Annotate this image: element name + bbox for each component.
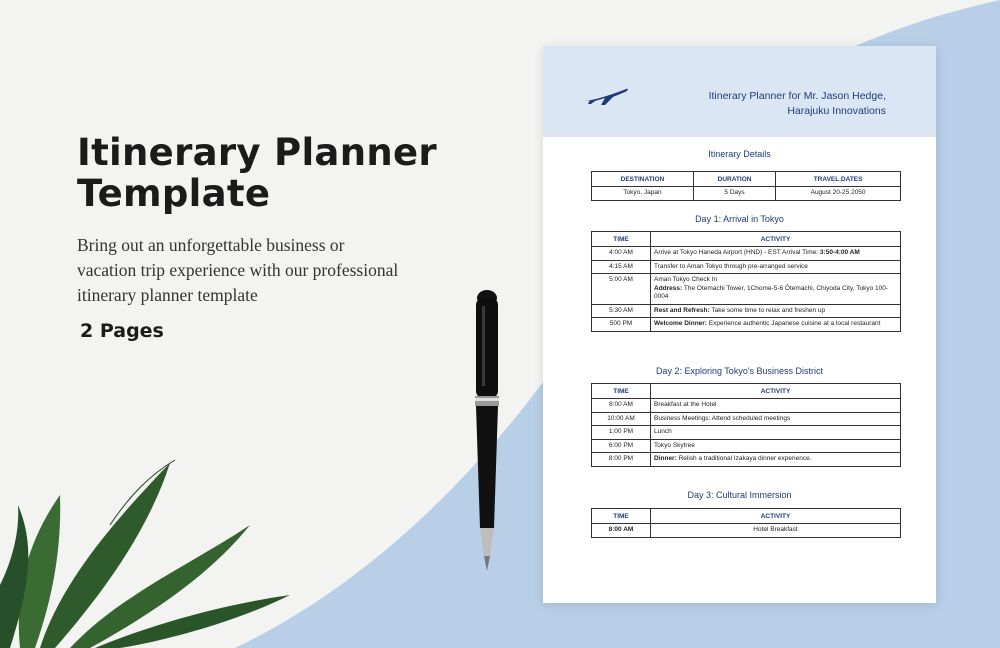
activity-text: Arrive at Tokyo Haneda Airport (HND) - EST Arrival Time:	[654, 249, 820, 256]
travel-dates-value: August 20-25 2050	[776, 187, 901, 201]
destination-value: Tokyo, Japan	[592, 187, 694, 201]
table-row	[592, 412, 901, 426]
document-title-line1: Itinerary Planner for Mr. Jason Hedge,	[708, 90, 886, 102]
activity-cell	[651, 304, 901, 318]
header-activity: ACTIVITY	[651, 509, 901, 524]
activity-cell: Business Meetings: Attend scheduled meetings	[651, 412, 901, 426]
activity-cell: Lunch	[651, 426, 901, 440]
activity-detail: The Otemachi Tower, 1Chome-5-6 Ōtemachi, Chiyoda City, Tokyo 100-0004	[654, 284, 889, 300]
itinerary-details-table	[591, 171, 901, 201]
time-cell: 4:15 AM	[592, 260, 651, 274]
airplane-icon	[583, 84, 629, 106]
activity-detail: Take some time to relax and freshen up	[711, 306, 826, 314]
activity-label: Rest and Refresh:	[654, 306, 710, 314]
pen-decoration	[463, 288, 508, 578]
time-cell: 5:30 AM	[592, 304, 651, 318]
activity-cell	[651, 318, 901, 332]
header-destination: DESTINATION	[592, 172, 694, 187]
table-row	[592, 453, 901, 467]
activity-cell: Breakfast at the Hotel	[651, 399, 901, 413]
time-cell: 8:00 PM	[592, 453, 651, 467]
header-time: TIME	[592, 384, 651, 399]
activity-cell	[651, 274, 901, 305]
activity-label: Address:	[654, 284, 683, 292]
itinerary-details-title: Itinerary Details	[708, 149, 771, 159]
document-header	[543, 46, 936, 137]
activity-cell: Transfer to Aman Tokyo through pre-arranged service	[651, 260, 901, 274]
table-row	[592, 524, 901, 538]
day3-title: Day 3: Cultural Immersion	[687, 490, 792, 500]
header-travel-dates: TRAVEL DATES	[776, 172, 901, 187]
activity-cell: Tokyo Skytree	[651, 439, 901, 453]
time-cell: 1:00 PM	[592, 426, 651, 440]
day1-title: Day 1: Arrival in Tokyo	[695, 214, 784, 224]
activity-cell	[651, 247, 901, 261]
time-cell: 8:00 AM	[592, 399, 651, 413]
activity-cell: Hotel Breakfast	[651, 524, 901, 538]
duration-value: 5 Days	[693, 187, 775, 201]
day2-title: Day 2: Exploring Tokyo's Business District	[655, 366, 824, 376]
activity-detail: Relish a traditional Izakaya dinner experience.	[678, 455, 812, 462]
time-cell: 5:00 AM	[592, 274, 651, 305]
header-time: TIME	[592, 232, 651, 247]
activity-text: Aman Tokyo Check In	[654, 276, 718, 283]
table-row	[592, 247, 901, 261]
activity-detail: Experience authentic Japanese cuisine at a local restaurant	[708, 320, 881, 327]
document-title	[646, 89, 886, 119]
activity-cell	[651, 453, 901, 467]
promo-description: Bring out an unforgettable business or vacation trip experience with our professional itinerary planner template	[77, 235, 399, 305]
activity-label: Dinner:	[654, 455, 677, 462]
document-title-line2: Harajuku Innovations	[787, 105, 886, 117]
table-row	[592, 260, 901, 274]
day1-table	[591, 231, 901, 332]
table-row	[592, 318, 901, 332]
time-cell: 500 PM	[592, 318, 651, 332]
header-activity: ACTIVITY	[651, 232, 901, 247]
header-activity: ACTIVITY	[651, 384, 901, 399]
table-row	[592, 399, 901, 413]
page-count: 2 Pages	[80, 320, 164, 342]
time-cell: 10:00 AM	[592, 412, 651, 426]
day2-table	[591, 383, 901, 467]
promo-title: Itinerary Planner Template	[77, 131, 437, 215]
header-time: TIME	[592, 509, 651, 524]
activity-label: Welcome Dinner:	[654, 320, 707, 327]
time-cell: 8:00 AM	[592, 524, 651, 538]
time-cell: 4:00 AM	[592, 247, 651, 261]
table-row	[592, 426, 901, 440]
arrival-time: 3:50-4:00 AM	[819, 249, 860, 256]
header-duration: DURATION	[693, 172, 775, 187]
time-cell: 6:00 PM	[592, 439, 651, 453]
table-row	[592, 304, 901, 318]
table-row	[592, 439, 901, 453]
itinerary-document	[543, 46, 936, 603]
day3-table	[591, 508, 901, 538]
plant-leaf-decoration	[0, 455, 290, 648]
table-row	[592, 274, 901, 305]
